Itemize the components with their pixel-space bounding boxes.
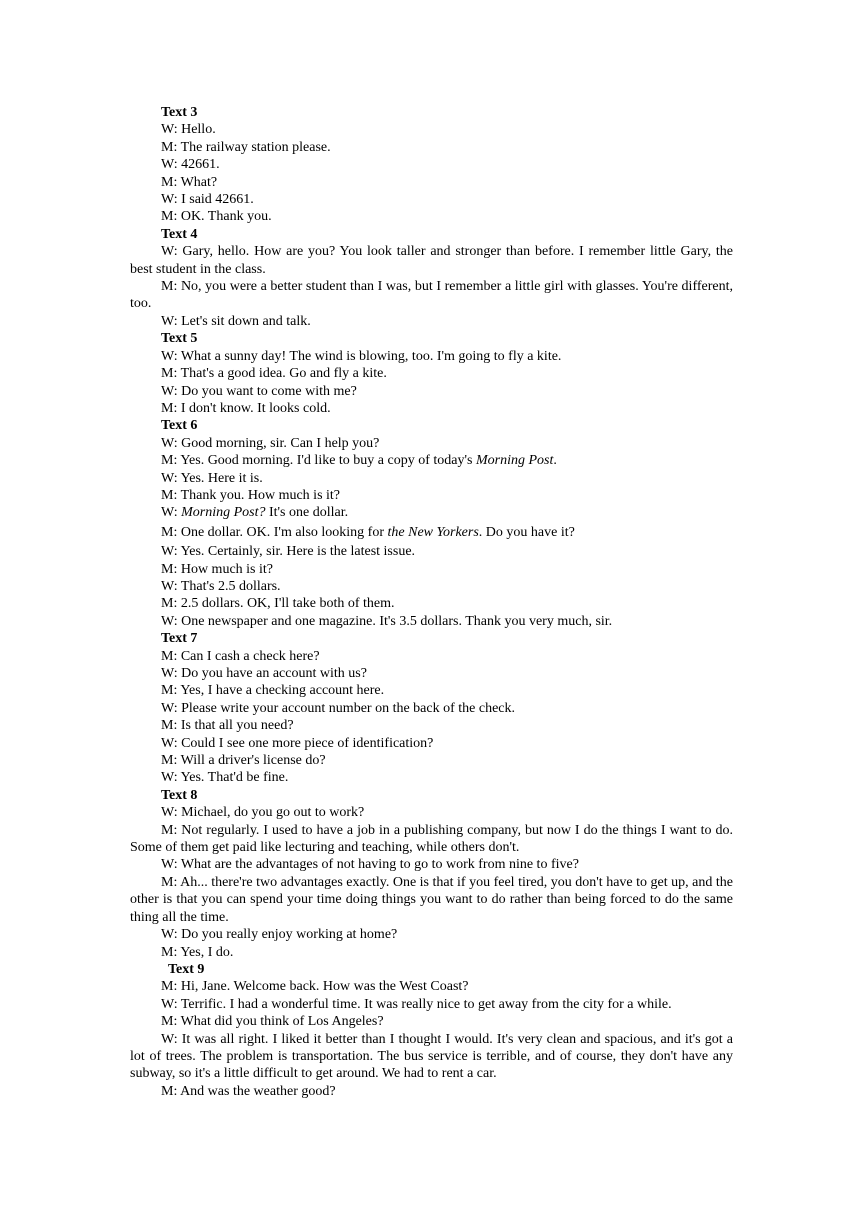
dialogue-text: M: OK. Thank you. bbox=[161, 209, 272, 225]
dialogue-text: W: Please write your account number on the back of the check. bbox=[161, 700, 516, 716]
dialogue-text: M: Not regularly. I used to have a job in a publishing company, but now I do the things I want to do. Some of them get paid like lecturing and teaching, while others don't. bbox=[130, 822, 733, 856]
dialogue-text: . bbox=[553, 453, 557, 469]
dialogue-line bbox=[130, 1013, 733, 1030]
dialogue-text: M: Ah... there're two advantages exactly. One is that if you feel tired, you don't have to get up, and the other is that you can spend your time doing things you want to do rather than being forced to do the same thing all the time. bbox=[130, 874, 733, 925]
dialogue-line bbox=[130, 996, 733, 1013]
section-heading: Text 9 bbox=[168, 961, 205, 977]
italic-title: the New Yorkers bbox=[387, 524, 479, 540]
dialogue-line bbox=[130, 470, 733, 487]
dialogue-text: W: What are the advantages of not having to go to work from nine to five? bbox=[161, 857, 579, 873]
dialogue-text: W: Do you really enjoy working at home? bbox=[161, 927, 398, 943]
dialogue-text: W: Do you want to come with me? bbox=[161, 383, 357, 399]
dialogue-text: W: Let's sit down and talk. bbox=[161, 313, 311, 329]
dialogue-text: W: Could I see one more piece of identification? bbox=[161, 735, 434, 751]
dialogue-text: W: It was all right. I liked it better than I thought I would. It's very clean and spacious, and it's got a lot of trees. The problem is transportation. The bus service is terrible, and of course, they don't have any subway, so it's a little difficult to get around. We had to rent a car. bbox=[130, 1031, 733, 1082]
dialogue-text: M: That's a good idea. Go and fly a kite. bbox=[161, 366, 387, 382]
dialogue-line bbox=[130, 313, 733, 330]
dialogue-text: M: Is that all you need? bbox=[161, 718, 294, 734]
dialogue-line bbox=[130, 208, 733, 225]
italic-title: Morning Post bbox=[475, 453, 554, 469]
dialogue-text: M: What did you think of Los Angeles? bbox=[161, 1014, 384, 1030]
dialogue-line bbox=[130, 822, 733, 857]
dialogue-text: W: Good morning, sir. Can I help you? bbox=[161, 435, 380, 451]
dialogue-line bbox=[130, 926, 733, 943]
dialogue-line bbox=[130, 700, 733, 717]
section-heading: Text 7 bbox=[161, 631, 198, 647]
dialogue-line bbox=[130, 156, 733, 173]
dialogue-line bbox=[130, 595, 733, 612]
section-heading: Text 5 bbox=[161, 331, 198, 347]
dialogue-text: M: 2.5 dollars. OK, I'll take both of them. bbox=[161, 596, 395, 612]
dialogue-line bbox=[130, 435, 733, 452]
dialogue-text: W: What a sunny day! The wind is blowing, too. I'm going to fly a kite. bbox=[161, 348, 562, 364]
dialogue-text: W: Hello. bbox=[161, 122, 216, 138]
dialogue-line bbox=[130, 874, 733, 926]
dialogue-line bbox=[130, 121, 733, 138]
dialogue-text: M: No, you were a better student than I was, but I remember a little girl with glasses. You're different, too. bbox=[130, 279, 733, 312]
dialogue-line bbox=[130, 191, 733, 208]
dialogue-line bbox=[130, 648, 733, 665]
dialogue-text: W: Michael, do you go out to work? bbox=[161, 805, 365, 821]
dialogue-line bbox=[130, 613, 733, 630]
dialogue-line bbox=[130, 452, 733, 469]
dialogue-line bbox=[130, 856, 733, 873]
dialogue-line bbox=[130, 139, 733, 156]
dialogue-line bbox=[130, 578, 733, 595]
transcript-page bbox=[130, 104, 733, 1100]
dialogue-text: W: 42661. bbox=[161, 157, 220, 173]
dialogue-text: W: Do you have an account with us? bbox=[161, 666, 367, 681]
dialogue-text: W: Yes. Here it is. bbox=[161, 470, 263, 486]
dialogue-text: W: Yes. That'd be fine. bbox=[161, 770, 289, 786]
dialogue-line bbox=[130, 504, 733, 521]
dialogue-line bbox=[130, 1031, 733, 1083]
dialogue-line bbox=[130, 561, 733, 578]
section-heading: Text 8 bbox=[161, 787, 198, 803]
dialogue-text: W: Yes. Certainly, sir. Here is the latest issue. bbox=[161, 544, 416, 560]
dialogue-text: M: Yes, I have a checking account here. bbox=[161, 683, 385, 699]
dialogue-line bbox=[130, 978, 733, 995]
dialogue-line bbox=[130, 665, 733, 682]
dialogue-line bbox=[130, 735, 733, 752]
dialogue-text: M: Will a driver's license do? bbox=[161, 753, 326, 769]
dialogue-text: W: I said 42661. bbox=[161, 192, 254, 208]
dialogue-text: W: Terrific. I had a wonderful time. It was really nice to get away from the city for a while. bbox=[161, 996, 672, 1012]
dialogue-line bbox=[130, 383, 733, 400]
section-heading: Text 3 bbox=[161, 105, 198, 120]
dialogue-text: M: Yes. Good morning. I'd like to buy a copy of today's bbox=[161, 453, 476, 469]
dialogue-text: . Do you have it? bbox=[478, 524, 575, 540]
dialogue-line bbox=[130, 278, 733, 313]
dialogue-text: It's one dollar. bbox=[265, 505, 349, 521]
dialogue-text: W: That's 2.5 dollars. bbox=[161, 578, 281, 594]
dialogue-line bbox=[130, 682, 733, 699]
dialogue-line bbox=[130, 348, 733, 365]
dialogue-line bbox=[130, 365, 733, 382]
section-heading: Text 4 bbox=[161, 226, 198, 242]
dialogue-line bbox=[130, 944, 733, 961]
dialogue-text: W: Gary, hello. How are you? You look taller and stronger than before. I remember little Gary, the best student in the class. bbox=[130, 244, 733, 277]
dialogue-line bbox=[130, 522, 733, 543]
dialogue-line bbox=[130, 543, 733, 560]
dialogue-line bbox=[130, 400, 733, 417]
dialogue-line bbox=[130, 804, 733, 821]
dialogue-line bbox=[130, 769, 733, 786]
dialogue-text: W: bbox=[161, 505, 182, 521]
dialogue-line bbox=[130, 243, 733, 278]
dialogue-text: M: The railway station please. bbox=[161, 139, 331, 155]
dialogue-line bbox=[130, 174, 733, 191]
dialogue-text: M: And was the weather good? bbox=[161, 1083, 336, 1099]
dialogue-text: M: Yes, I do. bbox=[161, 944, 234, 960]
dialogue-line bbox=[130, 1083, 733, 1100]
dialogue-text: M: Hi, Jane. Welcome back. How was the West Coast? bbox=[161, 979, 469, 995]
dialogue-line bbox=[130, 717, 733, 734]
italic-title: Morning Post? bbox=[181, 505, 266, 521]
section-heading: Text 6 bbox=[161, 418, 198, 434]
dialogue-line bbox=[130, 487, 733, 504]
dialogue-text: M: I don't know. It looks cold. bbox=[161, 400, 331, 416]
dialogue-text: M: How much is it? bbox=[161, 561, 273, 577]
dialogue-text: W: One newspaper and one magazine. It's 3.5 dollars. Thank you very much, sir. bbox=[161, 613, 613, 629]
dialogue-text: M: Can I cash a check here? bbox=[161, 648, 320, 664]
dialogue-text: M: Thank you. How much is it? bbox=[161, 487, 341, 503]
dialogue-line bbox=[130, 752, 733, 769]
dialogue-text: M: One dollar. OK. I'm also looking for bbox=[161, 524, 388, 540]
dialogue-text: M: What? bbox=[161, 174, 218, 190]
